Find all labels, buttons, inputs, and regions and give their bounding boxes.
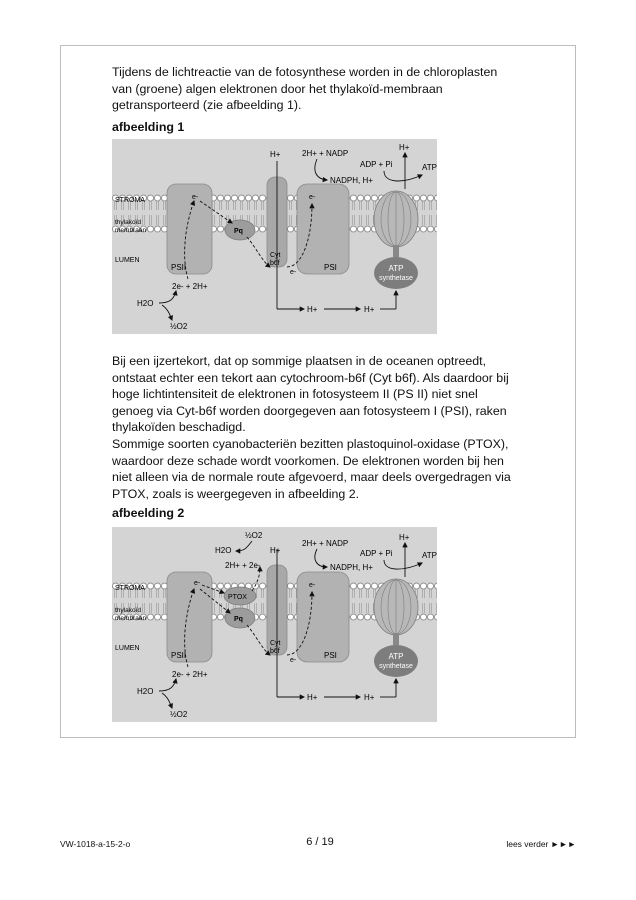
atp-formation-arrow (384, 560, 422, 569)
water-split-label: 2e- + 2H+ (172, 670, 208, 679)
ptox-label: PTOX (228, 594, 247, 601)
membrane-label: membraan (115, 615, 147, 622)
thylakoid-label: thylakoïd (115, 607, 142, 614)
psi-label: PSI (324, 263, 337, 272)
electron-label-psi: e- (309, 194, 316, 201)
middle-line: genoeg via Cyt-b6f worden doorgegeven aan fotosysteem I (PSI), raken (112, 403, 507, 418)
atp-output-label: ATP (422, 163, 437, 172)
middle-line: PTOX, zoals is weergegeven in afbeelding 2. (112, 486, 360, 501)
middle-line: hoge lichtintensiteit de elektronen in fotosysteem II (PS II) niet snel (112, 387, 478, 402)
psii-complex (167, 184, 212, 274)
intro-line: van (groene) algen elektronen door het thylakoïd-membraan (112, 81, 443, 96)
exam-code: VW-1018-a-15-2-o (60, 839, 131, 849)
water-split-arrow (159, 291, 176, 303)
nadp-input-label: 2H+ + NADP (302, 539, 349, 548)
electron-label-psii: e- (194, 580, 201, 587)
middle-paragraph (112, 353, 562, 502)
nadph-output-label: NADPH, H+ (330, 176, 373, 185)
proton-label-lumen-1: H+ (307, 305, 318, 314)
psi-label: PSI (324, 651, 337, 660)
electron-label-psi: e- (309, 582, 316, 589)
psi-complex (297, 184, 349, 274)
page-number: 6 / 19 (306, 836, 334, 848)
atp-synthase-head (374, 579, 418, 635)
lumen-label: LUMEN (115, 645, 140, 652)
b6f-label: b6f (270, 260, 280, 267)
figure1-diagram (112, 139, 437, 334)
proton-label-top: H+ (399, 533, 410, 542)
psi-complex (297, 572, 349, 662)
atp-synthase-stalk (393, 633, 399, 645)
atp-synthase-label-2: synthetase (379, 275, 413, 282)
ptox-water-label: H2O (215, 546, 232, 555)
ptox-water-arrow (236, 541, 252, 551)
atp-formation-arrow (384, 171, 422, 181)
adp-pi-label: ADP + Pi (360, 160, 393, 169)
middle-line: thylakoïden beschadigd. (112, 420, 246, 435)
psii-label: PSII (171, 651, 187, 660)
electron-path-pq-to-cyt (247, 237, 270, 267)
b6f-label: b6f (270, 648, 280, 655)
cyt-label: Cyt (270, 640, 281, 647)
electron-label-psii: e- (192, 194, 199, 201)
membrane-label: membraan (115, 227, 147, 234)
nadp-reduction-arrow (315, 549, 327, 567)
middle-line: niet alleen via de normale route afgevoerd, maar deels overgedragen via (112, 470, 511, 485)
middle-line: waardoor deze schade wordt voorkomen. De elektronen worden bij hen (112, 453, 504, 468)
oxygen-label: ½O2 (170, 322, 188, 331)
proton-label-lumen-2: H+ (364, 693, 375, 702)
middle-line: ontstaat echter een tekort aan cytochroom-b6f (Cyt b6f). Als daardoor bij (112, 370, 509, 385)
nadp-input-label: 2H+ + NADP (302, 149, 349, 158)
oxygen-label: ½O2 (170, 710, 188, 719)
lumen-label: LUMEN (115, 257, 140, 264)
continue-note: lees verder ►►► (506, 839, 576, 849)
middle-line: Sommige soorten cyanobacteriën bezitten plastoquinol-oxidase (PTOX), (112, 436, 509, 451)
nadp-reduction-arrow (315, 159, 327, 180)
proton-label-top: H+ (399, 143, 410, 152)
intro-line: Tijdens de lichtreactie van de fotosynthese worden in de chloroplasten (112, 65, 498, 79)
electron-label-cyt: e- (290, 269, 297, 276)
adp-pi-label: ADP + Pi (360, 549, 393, 558)
psii-complex (167, 572, 212, 662)
ptox-input-label: 2H+ + 2e- (225, 561, 261, 570)
cyt-label: Cyt (270, 252, 281, 259)
oxygen-release-arrow (162, 305, 172, 320)
stroma-label: STROMA (115, 197, 145, 204)
pq-label: Pq (234, 228, 243, 235)
electron-label-cyt: e- (290, 657, 297, 664)
atp-synthase-base (374, 257, 418, 289)
proton-label-lumen-1: H+ (307, 693, 318, 702)
nadph-output-label: NADPH, H+ (330, 563, 373, 572)
atp-synthase-base (374, 645, 418, 677)
middle-line: Bij een ijzertekort, dat op sommige plaatsen in de oceanen optreedt, (112, 354, 487, 368)
atp-synthase-label-1: ATP (388, 652, 404, 661)
atp-synthase-label-1: ATP (388, 264, 404, 273)
electron-path-pq-to-cyt (247, 625, 270, 655)
stroma-label: STROMA (115, 585, 145, 592)
figure2-heading: afbeelding 2 (112, 506, 185, 520)
oxygen-release-arrow (162, 693, 172, 708)
atp-synthase-head (374, 191, 418, 247)
atp-synthase-label-2: synthetase (379, 663, 413, 670)
atp-synthase-stalk (393, 245, 399, 257)
water-label: H2O (137, 687, 154, 696)
psii-label: PSII (171, 263, 187, 272)
thylakoid-label: thylakoïd (115, 219, 142, 226)
figure1-heading: afbeelding 1 (112, 120, 185, 134)
intro-paragraph (112, 64, 562, 114)
pq-label: Pq (234, 616, 243, 623)
water-split-label: 2e- + 2H+ (172, 282, 208, 291)
proton-label-lumen-2: H+ (364, 305, 375, 314)
proton-label-cyt: H+ (270, 150, 281, 159)
water-split-arrow (159, 679, 176, 691)
water-label: H2O (137, 299, 154, 308)
ptox-oxygen-label: ½O2 (245, 531, 263, 540)
figure2-diagram (112, 527, 437, 722)
intro-line: getransporteerd (zie afbeelding 1). (112, 98, 302, 113)
atp-output-label: ATP (422, 551, 437, 560)
proton-label-cyt: H+ (270, 546, 281, 555)
